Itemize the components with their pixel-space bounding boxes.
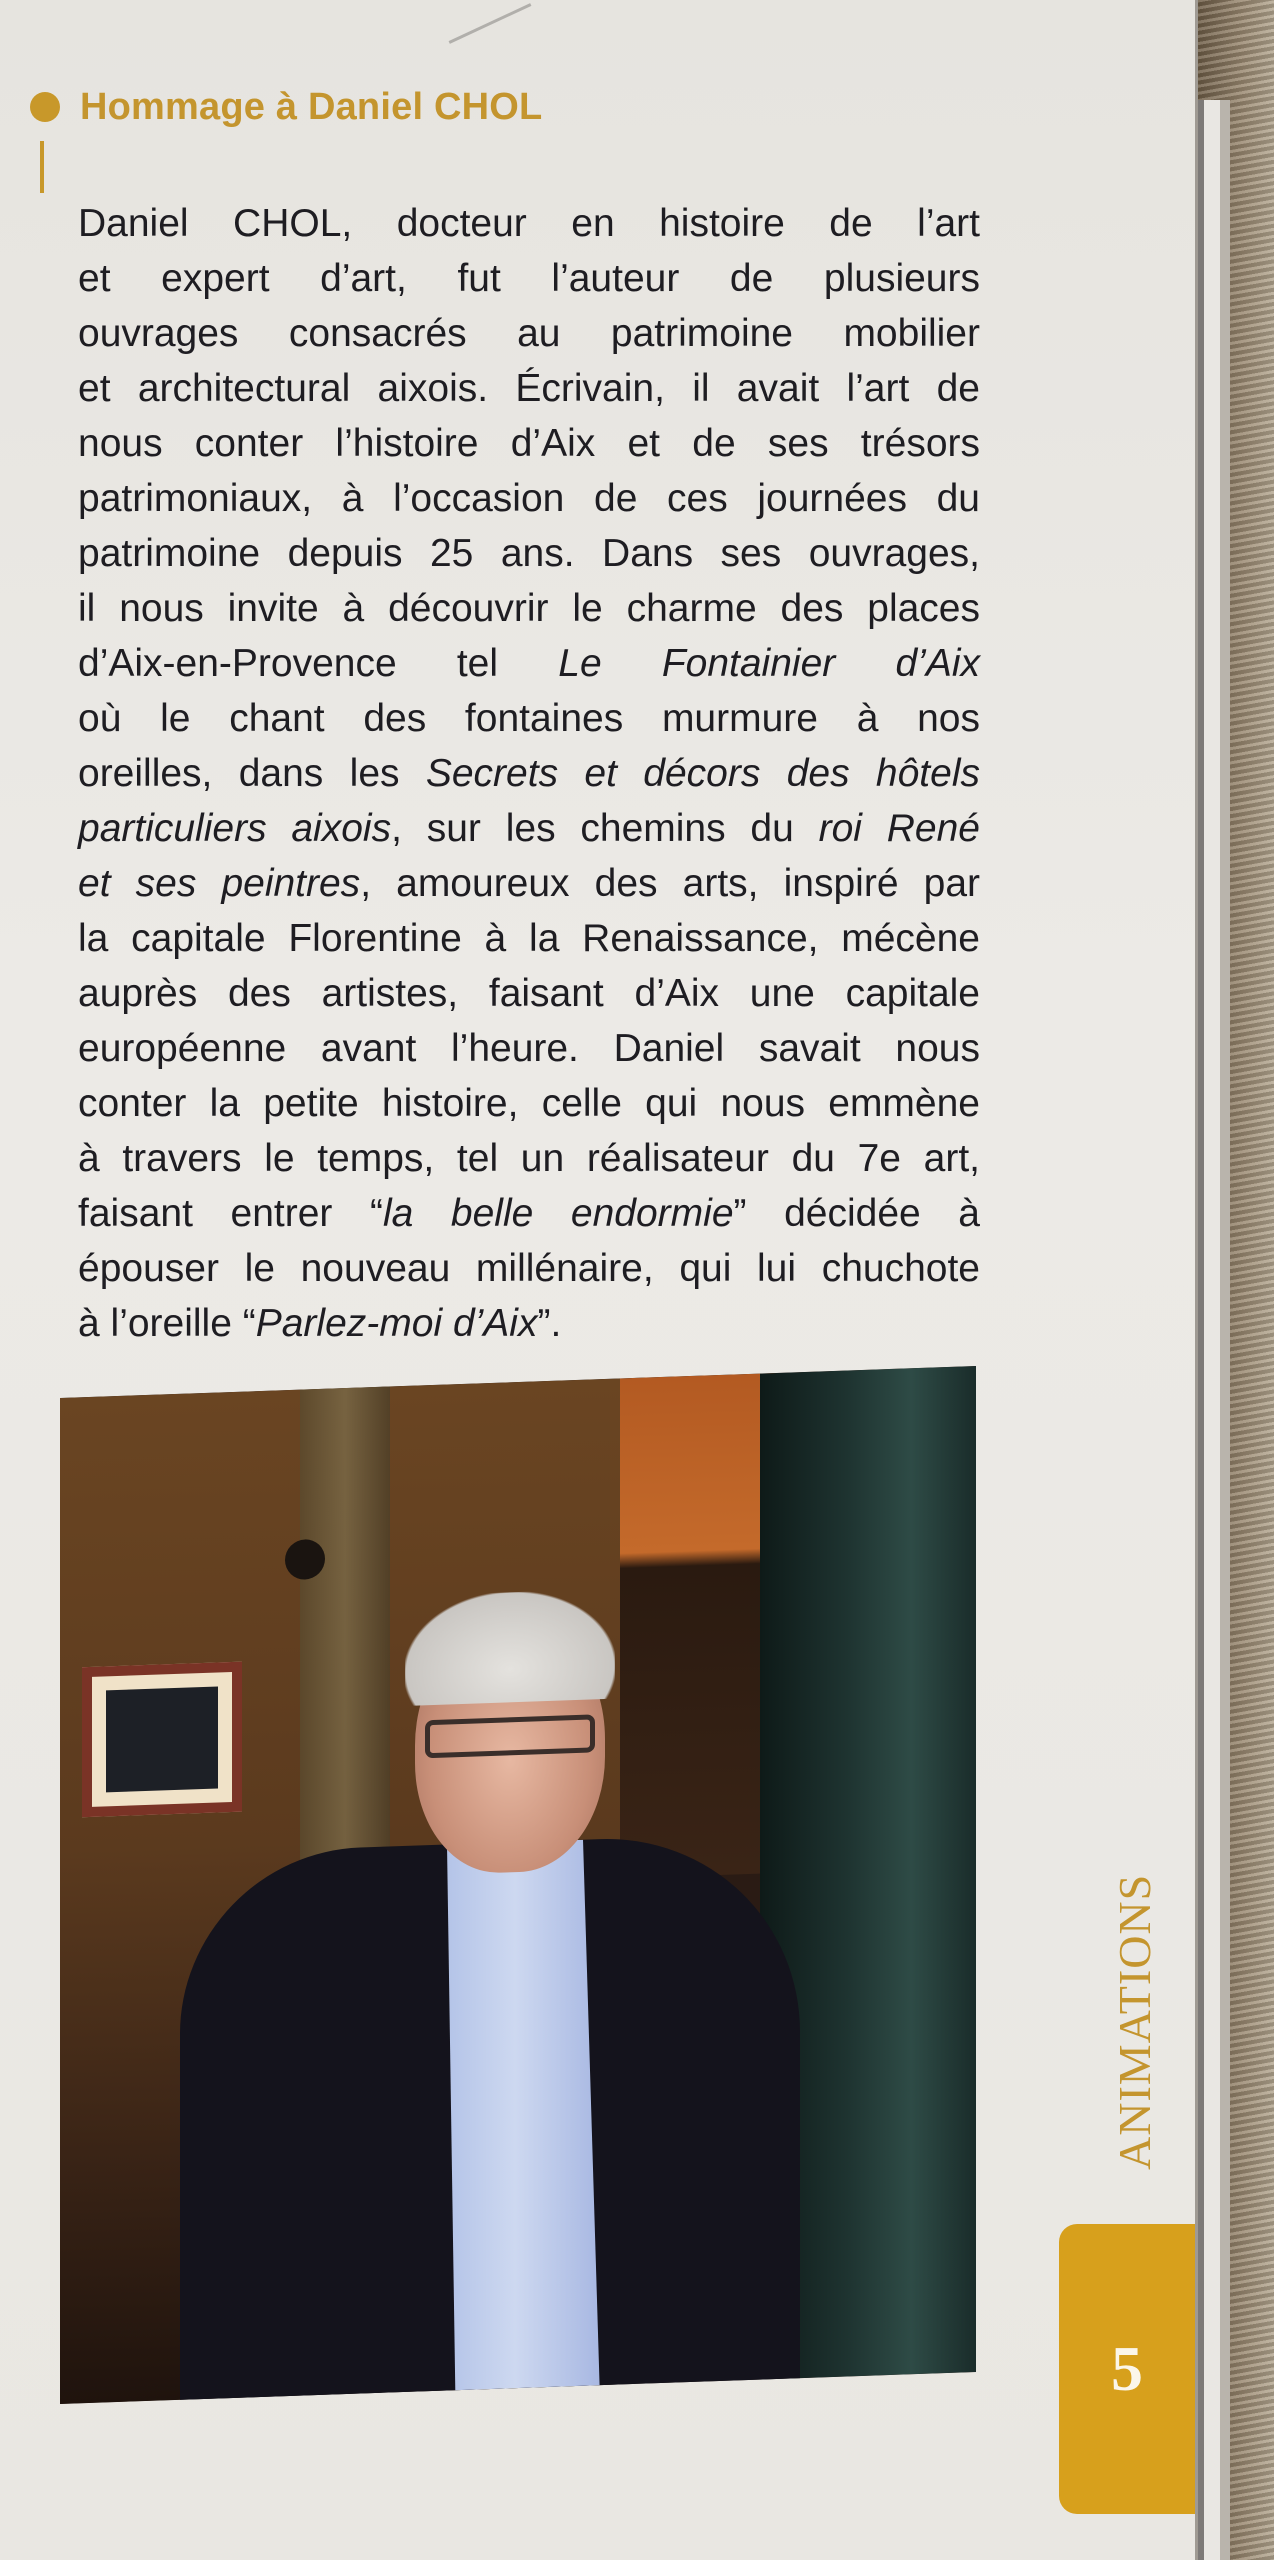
body-line: [78, 361, 980, 416]
body-text-segment: , sur les chemins du: [391, 807, 819, 850]
body-text-segment: à travers le temps, tel un réalisateur du 7e art,: [78, 1137, 980, 1180]
photo-picture-frame: [82, 1662, 242, 1818]
body-line: [78, 636, 980, 691]
body-line: [78, 471, 980, 526]
photo-shirt: [430, 1839, 600, 2404]
body-text-segment: ouvrages consacrés au patrimoine mobilier: [78, 312, 980, 355]
photo-doorway: [620, 1373, 780, 1879]
body-text-segment: conter la petite histoire, celle qui nous emmène: [78, 1082, 980, 1125]
body-line: [78, 911, 980, 966]
body-line: [78, 1076, 980, 1131]
body-text-segment: épouser le nouveau millénaire, qui lui chuchote: [78, 1247, 980, 1290]
body-line: [78, 306, 980, 361]
body-line: [78, 801, 980, 856]
body-line: [78, 251, 980, 306]
body-text-segment: Daniel CHOL, docteur en histoire de l’art: [78, 202, 980, 245]
body-text-segment: ”.: [537, 1302, 562, 1345]
paper-mark: [449, 3, 532, 44]
body-text-segment: à l’oreille “: [78, 1302, 256, 1345]
body-text-segment: faisant entrer “: [78, 1192, 383, 1235]
page-number: 5: [1111, 2333, 1143, 2404]
body-line: [78, 746, 980, 801]
body-text-segment: et architectural aixois. Écrivain, il avait l’art de: [78, 367, 980, 410]
body-line: [78, 856, 980, 911]
photo-hair: [405, 1589, 615, 1706]
body-text-segment: européenne avant l’heure. Daniel savait nous: [78, 1027, 980, 1070]
italic-title-text: roi René: [818, 807, 980, 850]
underlying-page-edge: [1198, 100, 1230, 2560]
body-text-segment: oreilles, dans les: [78, 752, 426, 795]
italic-title-text: et ses peintres: [78, 862, 361, 905]
bullet-line-decoration: [40, 141, 44, 193]
body-line: [78, 1131, 980, 1186]
body-text-segment: il nous invite à découvrir le charme des places: [78, 587, 980, 630]
body-text-segment: patrimoniaux, à l’occasion de ces journées du: [78, 477, 980, 520]
body-line: [78, 1186, 980, 1241]
body-line: [78, 416, 980, 471]
photo-glasses: [425, 1714, 595, 1758]
body-text-segment: nous conter l’histoire d’Aix et de ses trésors: [78, 422, 980, 465]
body-line: [78, 691, 980, 746]
body-text-segment: auprès des artistes, faisant d’Aix une capitale: [78, 972, 980, 1015]
body-text-segment: , amoureux des arts, inspiré par: [360, 862, 980, 905]
bullet-dot-icon: [30, 92, 60, 122]
portrait-photo: [60, 1366, 976, 2404]
body-text-segment: où le chant des fontaines murmure à nos: [78, 697, 980, 740]
body-line: [78, 526, 980, 581]
italic-title-text: Parlez-moi d’Aix: [255, 1302, 538, 1345]
body-text-segment: ” décidée à: [733, 1192, 980, 1235]
italic-title-text: Secrets et décors des hôtels: [425, 752, 980, 795]
body-line: [78, 966, 980, 1021]
section-label: ANIMATIONS: [1109, 1873, 1160, 2170]
body-line: [78, 1021, 980, 1076]
body-text-segment: patrimoine depuis 25 ans. Dans ses ouvrages,: [78, 532, 980, 575]
article-heading: Hommage à Daniel CHOL: [80, 86, 543, 128]
body-text-segment: d’Aix-en-Provence tel: [78, 642, 559, 685]
italic-title-text: particuliers aixois: [78, 807, 392, 850]
page-number-badge: [1059, 2224, 1195, 2514]
article-body: [78, 196, 980, 1351]
body-text-segment: et expert d’art, fut l’auteur de plusieurs: [78, 257, 980, 300]
body-line: [78, 581, 980, 636]
body-line: [78, 1296, 980, 1351]
italic-title-text: Le Fontainier d’Aix: [558, 642, 980, 685]
body-line: [78, 196, 980, 251]
body-text-segment: la capitale Florentine à la Renaissance, mécène: [78, 917, 980, 960]
body-line: [78, 1241, 980, 1296]
italic-title-text: la belle endormie: [382, 1192, 734, 1235]
